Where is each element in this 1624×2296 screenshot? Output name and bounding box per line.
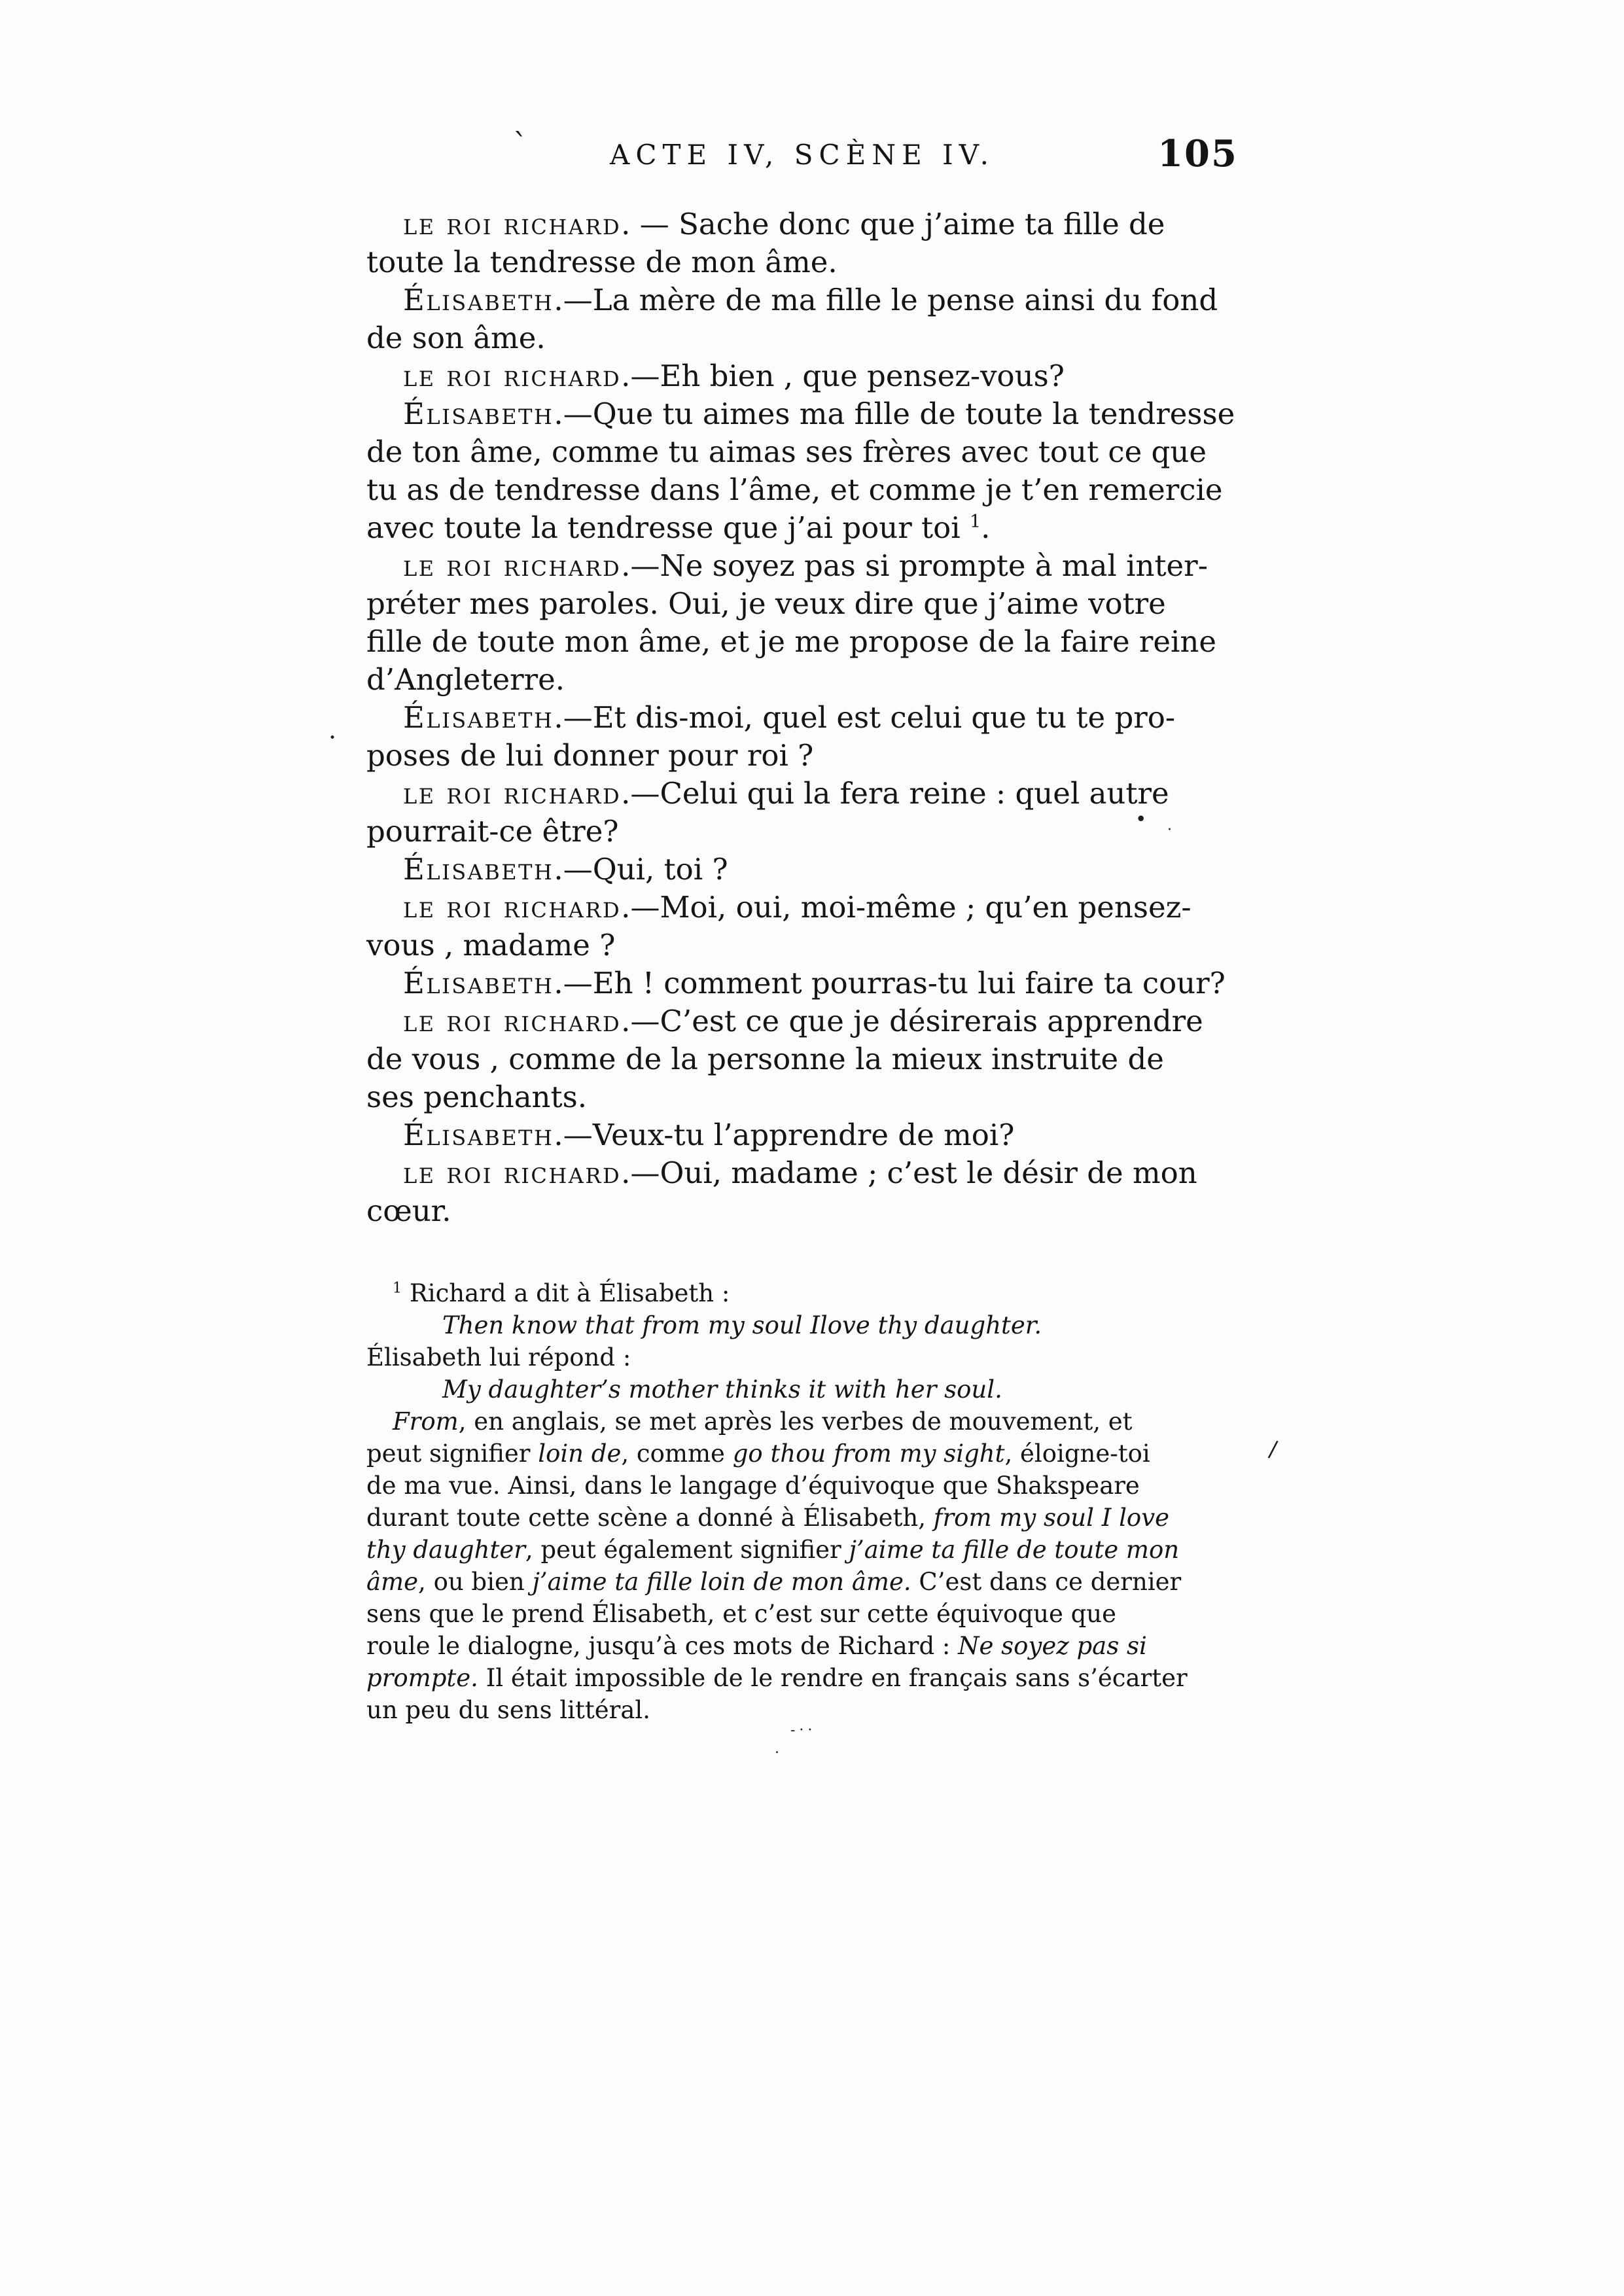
text-run: . xyxy=(981,510,991,545)
text-run: .—Oui, madame ; c’est le désir de mon xyxy=(621,1156,1197,1190)
text-run: .—La mère de ma fille le pense ainsi du fond xyxy=(554,283,1218,317)
text-run: .—Moi, oui, moi-même ; qu’en pensez- xyxy=(621,890,1192,925)
dialogue-line xyxy=(366,357,1238,395)
text-run: de ma vue. Ainsi, dans le langage d’équivoque que Shakspeare xyxy=(366,1472,1140,1500)
text-run: Richard a dit à Élisabeth : xyxy=(402,1279,730,1307)
dialogue-line xyxy=(366,1040,1238,1078)
text-run: .—Ne soyez pas si prompte à mal inter- xyxy=(621,548,1208,583)
footnote-line xyxy=(366,1694,1238,1726)
dialogue-line xyxy=(366,433,1238,471)
dialogue-line xyxy=(366,1078,1238,1116)
speaker-name: le roi richard xyxy=(403,1004,622,1038)
scan-artifact: ` xyxy=(513,127,528,162)
footnote-line xyxy=(366,1502,1238,1534)
text-run: j’aime ta fille de toute mon xyxy=(849,1536,1180,1564)
text-run: .—Celui qui la fera reine : quel autre xyxy=(621,776,1169,811)
dialogue-line xyxy=(366,661,1238,699)
text-run: de ton âme, comme tu aimas ses frères avec tout ce que xyxy=(366,434,1207,469)
footnote-line xyxy=(366,1662,1238,1694)
scan-artifact: • xyxy=(1136,809,1146,828)
footnote-marker: 1 xyxy=(969,512,981,532)
dialogue-line xyxy=(366,281,1238,319)
dialogue-line xyxy=(366,1192,1238,1230)
dialogue-line xyxy=(366,395,1238,433)
text-run: Il était impossible de le rendre en français sans s’écarter xyxy=(478,1664,1188,1692)
footnote-line xyxy=(366,1566,1238,1598)
footnote xyxy=(366,1277,1238,1726)
text-run: .—Veux-tu l’apprendre de moi? xyxy=(554,1118,1015,1152)
scan-artifact: · xyxy=(1167,822,1172,838)
dialogue-paragraph xyxy=(366,547,1238,699)
text-run: .—Et dis-moi, quel est celui que tu te pro- xyxy=(554,700,1176,735)
footnote-line xyxy=(366,1373,1238,1405)
text-run: . — Sache donc que j’aime ta fille de xyxy=(621,207,1165,241)
text-run: go thou from my sight xyxy=(732,1439,1005,1468)
speaker-name: le roi richard xyxy=(403,890,622,925)
text-run: toute la tendresse de mon âme. xyxy=(366,245,838,279)
footnote-line xyxy=(366,1341,1238,1373)
speaker-name: le roi richard xyxy=(403,776,622,811)
text-run: , éloigne-toi xyxy=(1004,1439,1150,1468)
text-run: My daughter’s mother thinks it with her soul. xyxy=(442,1375,1002,1404)
dialogue-paragraph xyxy=(366,851,1238,889)
dialogue-line xyxy=(366,809,1238,851)
speaker-name: Élisabeth xyxy=(403,283,554,317)
text-run: vous , madame ? xyxy=(366,928,616,963)
dialogue-paragraph xyxy=(366,775,1238,851)
speaker-name: Élisabeth xyxy=(403,1118,554,1152)
page-content xyxy=(366,132,1238,1726)
text-run: .—C’est ce que je désirerais apprendre xyxy=(621,1004,1203,1038)
text-run: C’est dans ce dernier xyxy=(911,1568,1182,1596)
dialogue-paragraph xyxy=(366,1154,1238,1230)
text-run: cœur. xyxy=(366,1193,451,1228)
dialogue-line xyxy=(366,319,1238,357)
text-run: thy daughter xyxy=(366,1536,525,1564)
speaker-name: Élisabeth xyxy=(403,397,554,431)
text-run: , comme xyxy=(621,1439,733,1468)
scan-artifact: ∕ xyxy=(1267,1436,1279,1463)
running-title: ACTE IV, SCÈNE IV. xyxy=(609,139,995,171)
speaker-name: le roi richard xyxy=(403,207,622,241)
dialogue-paragraph xyxy=(366,205,1238,281)
dialogue-paragraph xyxy=(366,964,1238,1002)
dialogue-line xyxy=(366,964,1238,1002)
dialogue-line xyxy=(366,547,1238,585)
text-run: avec toute la tendresse que j’ai pour toi xyxy=(366,510,970,545)
page-number: 105 xyxy=(1157,132,1238,175)
scan-artifact: -·· xyxy=(790,1722,817,1739)
dialogue-paragraph xyxy=(366,1116,1238,1154)
text-run: de son âme. xyxy=(366,321,546,355)
dialogue-line xyxy=(366,1116,1238,1154)
text-run: Élisabeth lui répond : xyxy=(366,1343,631,1371)
dialogue-line xyxy=(366,699,1238,737)
dialogue-line xyxy=(366,205,1238,243)
text-run: Ne soyez pas si xyxy=(958,1632,1147,1660)
text-run: durant toute cette scène a donné à Élisabeth, xyxy=(366,1504,934,1532)
text-run: From xyxy=(393,1407,459,1436)
speaker-name: Élisabeth xyxy=(403,966,554,1000)
text-run: , en anglais, se met après les verbes de mouvement, et xyxy=(458,1407,1133,1436)
dialogue-paragraph xyxy=(366,1002,1238,1116)
footnote-line xyxy=(366,1309,1238,1341)
dialogue-line xyxy=(366,775,1238,813)
text-run: j’aime ta fille loin de mon âme. xyxy=(532,1568,911,1596)
scan-artifact: · xyxy=(328,723,337,752)
text-run: Then know that from my soul Ilove thy daughter. xyxy=(442,1311,1042,1339)
text-run: prompte. xyxy=(366,1664,478,1692)
speaker-name: le roi richard xyxy=(403,548,622,583)
dialogue-line xyxy=(366,889,1238,927)
footnote-marker: 1 xyxy=(393,1279,402,1297)
dialogue-line xyxy=(366,243,1238,281)
speaker-name: Élisabeth xyxy=(403,700,554,735)
dialogue-line xyxy=(366,509,1238,547)
dialogue-text xyxy=(366,205,1238,1230)
page-header xyxy=(366,132,1238,179)
text-run: ses penchants. xyxy=(366,1080,588,1114)
dialogue-line xyxy=(366,737,1238,775)
dialogue-paragraph xyxy=(366,889,1238,964)
dialogue-paragraph xyxy=(366,357,1238,395)
footnote-line xyxy=(366,1598,1238,1630)
text-run: .—Qui, toi ? xyxy=(554,852,728,887)
dialogue-line xyxy=(366,585,1238,623)
text-run: préter mes paroles. Oui, je veux dire que j’aime votre xyxy=(366,586,1166,621)
text-run: .—Que tu aimes ma fille de toute la tendresse xyxy=(554,397,1235,431)
footnote-line xyxy=(366,1630,1238,1662)
speaker-name: Élisabeth xyxy=(403,852,554,887)
dialogue-paragraph xyxy=(366,281,1238,357)
footnote-line xyxy=(366,1470,1238,1502)
text-run: peut signifier xyxy=(366,1439,538,1468)
text-run: sens que le prend Élisabeth, et c’est sur cette équivoque que xyxy=(366,1600,1117,1628)
text-run: âme xyxy=(366,1568,419,1596)
footnote-line xyxy=(366,1277,1238,1309)
dialogue-line xyxy=(366,927,1238,964)
speaker-name: le roi richard xyxy=(403,359,622,393)
text-run: d’Angleterre. xyxy=(366,662,565,697)
text-run: poses de lui donner pour roi ? xyxy=(366,738,814,773)
text-run: , ou bien xyxy=(418,1568,533,1596)
scan-artifact: . xyxy=(775,1740,779,1757)
dialogue-line xyxy=(366,1154,1238,1192)
text-run: pourrait-ce être? xyxy=(366,814,619,849)
dialogue-line xyxy=(366,1002,1238,1040)
text-run: loin de xyxy=(538,1439,622,1468)
text-run: de vous , comme de la personne la mieux instruite de xyxy=(366,1042,1164,1076)
text-run: .—Eh bien , que pensez-vous? xyxy=(621,359,1065,393)
footnote-line xyxy=(366,1438,1238,1470)
dialogue-line xyxy=(366,851,1238,889)
dialogue-line xyxy=(366,471,1238,509)
speaker-name: le roi richard xyxy=(403,1156,622,1190)
text-run: , peut également signifier xyxy=(525,1536,849,1564)
text-run: roule le dialogne, jusqu’à ces mots de Richard : xyxy=(366,1632,959,1660)
text-run: fille de toute mon âme, et je me propose de la faire reine xyxy=(366,624,1217,659)
dialogue-line xyxy=(366,623,1238,661)
dialogue-paragraph xyxy=(366,699,1238,775)
text-run: tu as de tendresse dans l’âme, et comme je t’en remercie xyxy=(366,472,1223,507)
dialogue-paragraph xyxy=(366,395,1238,547)
footnote-line xyxy=(366,1534,1238,1566)
text-run: .—Eh ! comment pourras-tu lui faire ta cour? xyxy=(554,966,1226,1000)
text-run: from my soul I love xyxy=(933,1504,1170,1532)
footnote-line xyxy=(366,1405,1238,1438)
text-run: un peu du sens littéral. xyxy=(366,1696,650,1724)
